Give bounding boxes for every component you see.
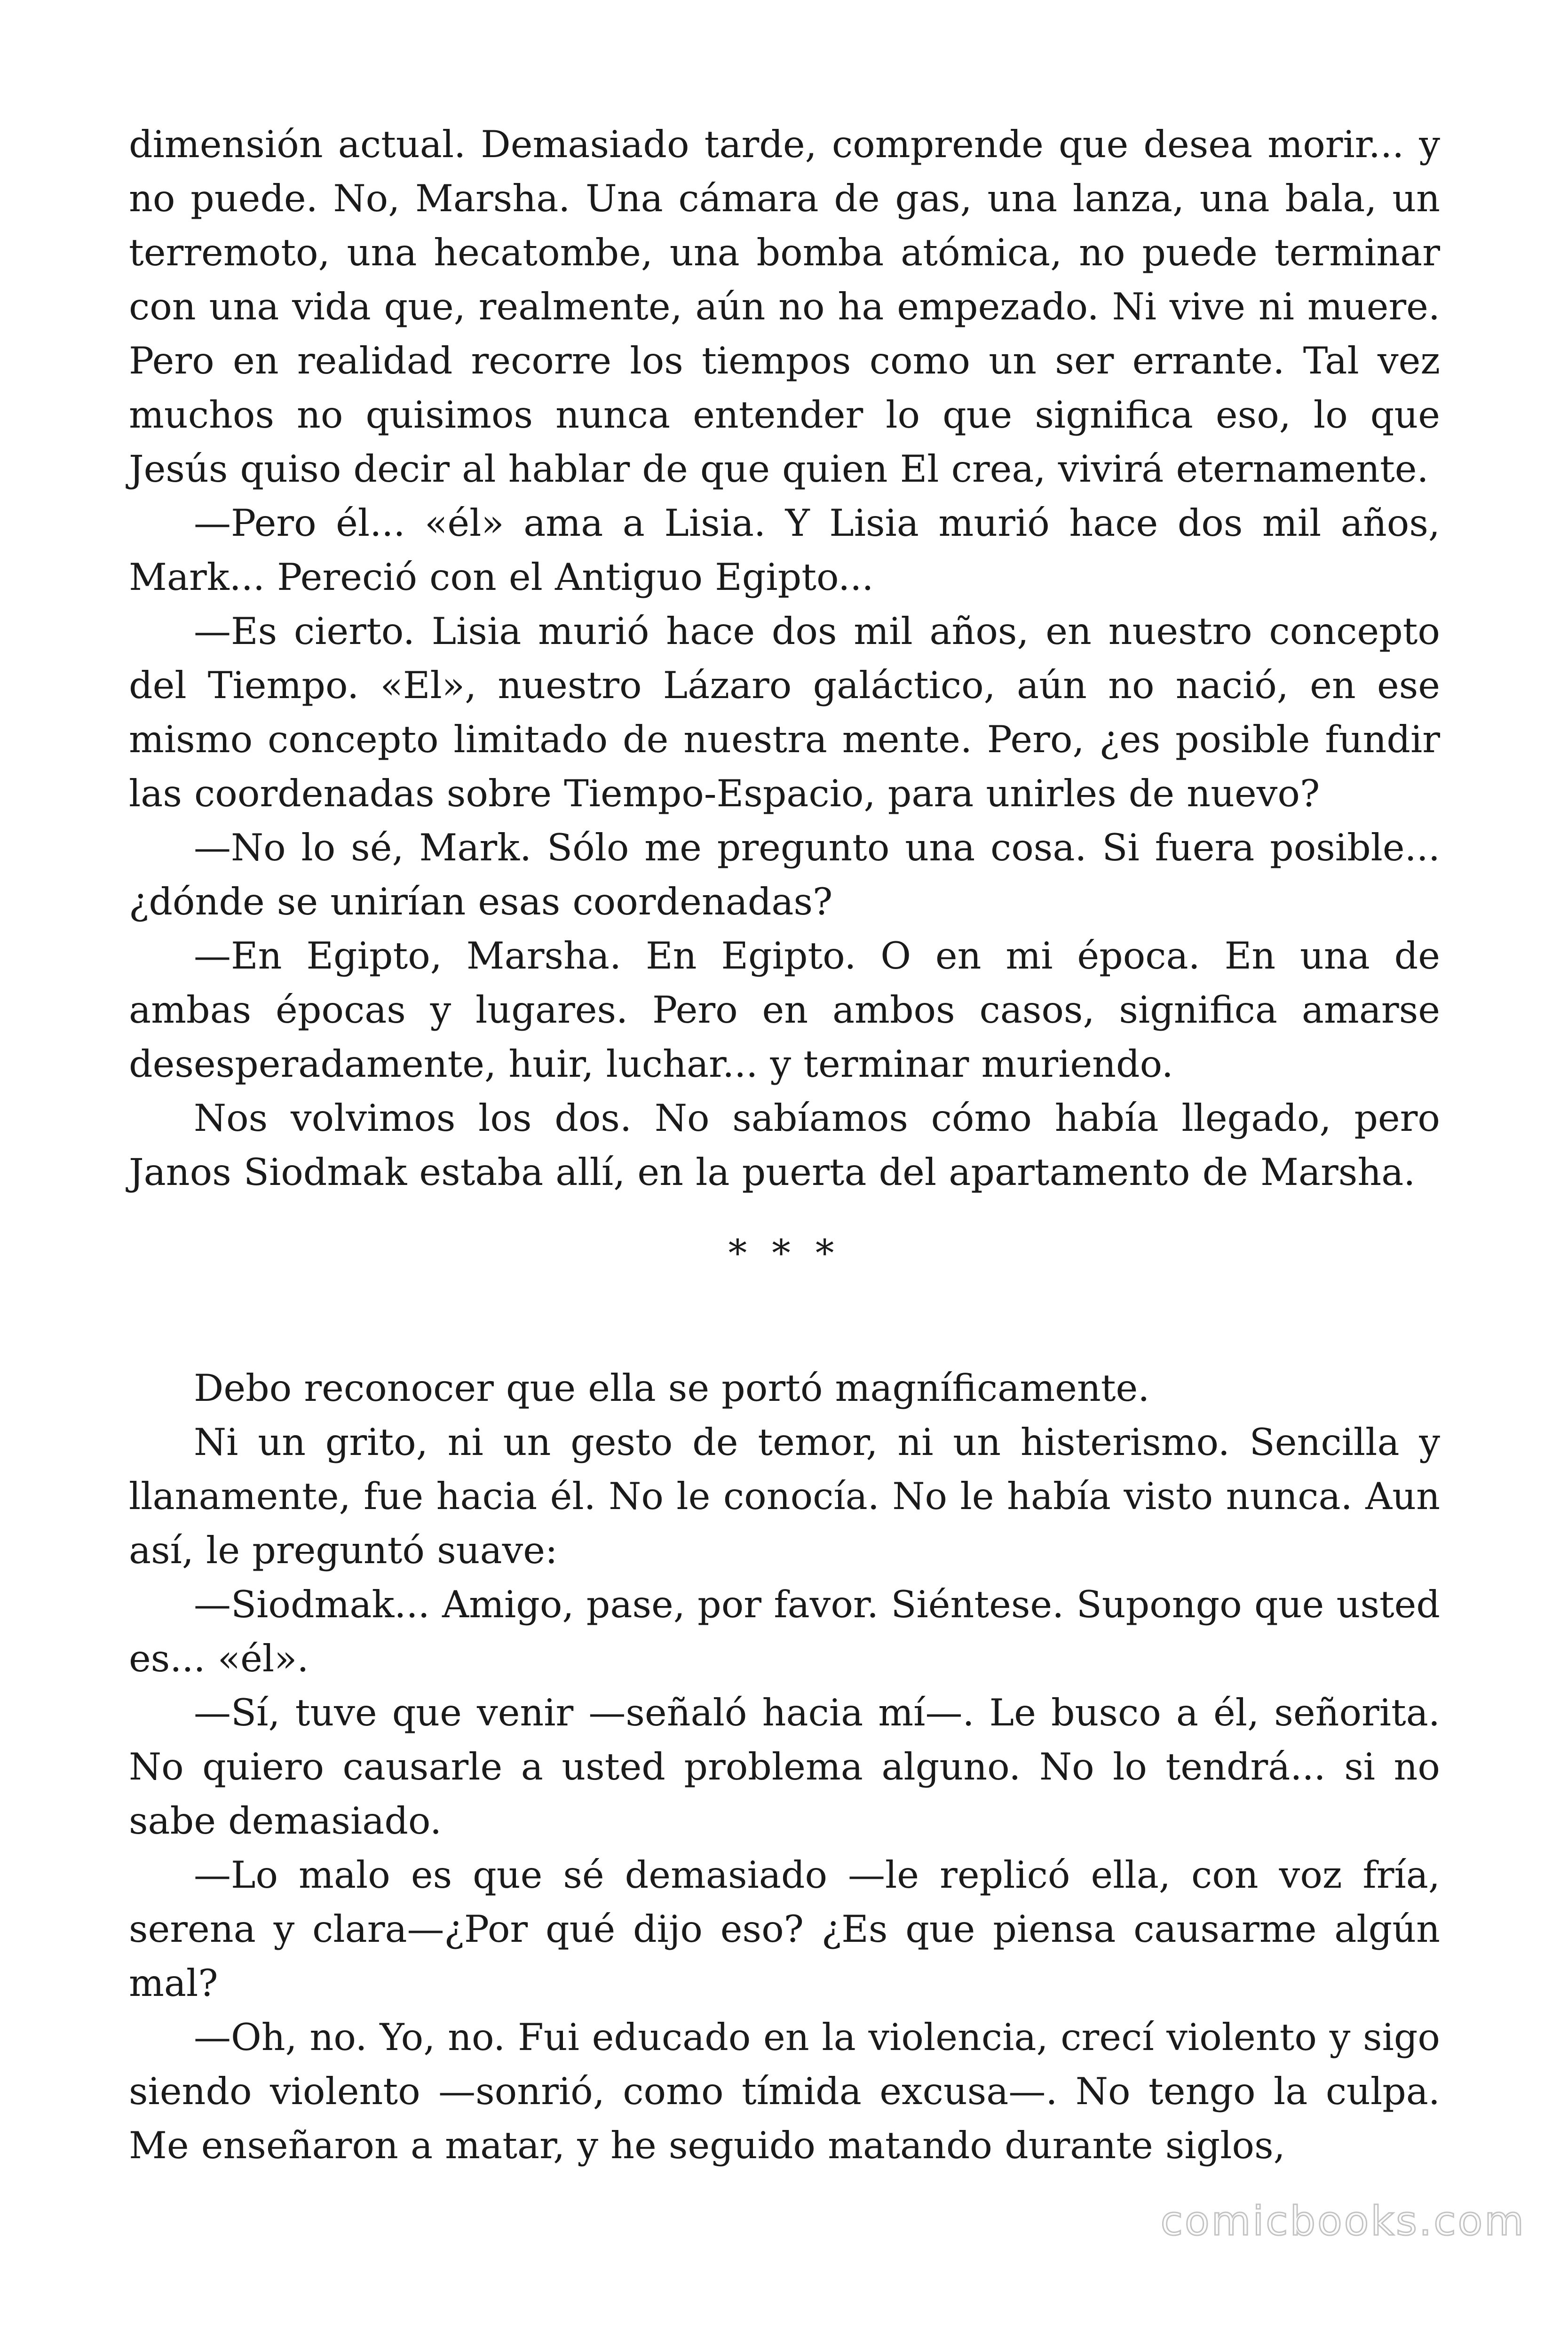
section-separator: * * *	[728, 1232, 841, 1275]
watermark: comicbooks.com	[1160, 2198, 1526, 2245]
paragraph: dimensión actual. Demasiado tarde, comprende que desea morir... y no puede. No, Marsha. Una cámara de gas, una lanza, una bala, un terremoto, una hecatombe, una bomba atómica, no puede terminar con una vida que, realmente, aún no ha empezado. Ni vive ni muere. Pero en realidad recorre los tiempos como un ser errante. Tal vez muchos no quisimos nunca entender lo que significa eso, lo que Jesús quiso decir al hablar de que quien El crea, vivirá eternamente.	[129, 123, 1440, 491]
paragraph: Debo reconocer que ella se portó magníficamente.	[194, 1367, 1150, 1410]
paragraph: —Pero él... «él» ama a Lisia. Y Lisia murió hace dos mil años, Mark... Pereció con el Antiguo Egipto...	[129, 501, 1440, 599]
paragraph: Ni un grito, ni un gesto de temor, ni un histerismo. Sencilla y llanamente, fue hacia él. No le conocía. No le había visto nunca. Aun así, le preguntó suave:	[129, 1421, 1440, 1572]
paragraph: —Lo malo es que sé demasiado —le replicó ella, con voz fría, serena y clara—¿Por qué dijo eso? ¿Es que piensa causarme algún mal?	[129, 1853, 1440, 2005]
paragraph: —Sí, tuve que venir —señaló hacia mí—. Le busco a él, señorita. No quiero causarle a usted problema alguno. No lo tendrá... si no sabe demasiado.	[129, 1691, 1440, 1843]
book-page	[129, 118, 1440, 2173]
paragraph: —No lo sé, Mark. Sólo me pregunto una cosa. Si fuera posible... ¿dónde se unirían esas coordenadas?	[129, 826, 1440, 923]
paragraph: —En Egipto, Marsha. En Egipto. O en mi época. En una de ambas épocas y lugares. Pero en ambos casos, significa amarse desesperadamente, huir, luchar... y terminar muriendo.	[129, 934, 1440, 1086]
paragraph: —Es cierto. Lisia murió hace dos mil años, en nuestro concepto del Tiempo. «El», nuestro Lázaro galáctico, aún no nació, en ese mismo concepto limitado de nuestra mente. Pero, ¿es posible fundir las coordenadas sobre Tiempo-Espacio, para unirles de nuevo?	[129, 610, 1440, 815]
paragraph: —Siodmak... Amigo, pase, por favor. Siéntese. Supongo que usted es... «él».	[129, 1583, 1440, 1680]
paragraph: —Oh, no. Yo, no. Fui educado en la violencia, crecí violento y sigo siendo violento —sonrió, como tímida excusa—. No tengo la culpa. Me enseñaron a matar, y he seguido matando durante siglos,	[129, 2016, 1440, 2167]
paragraph: Nos volvimos los dos. No sabíamos cómo había llegado, pero Janos Siodmak estaba allí, en la puerta del apartamento de Marsha.	[129, 1097, 1440, 1194]
